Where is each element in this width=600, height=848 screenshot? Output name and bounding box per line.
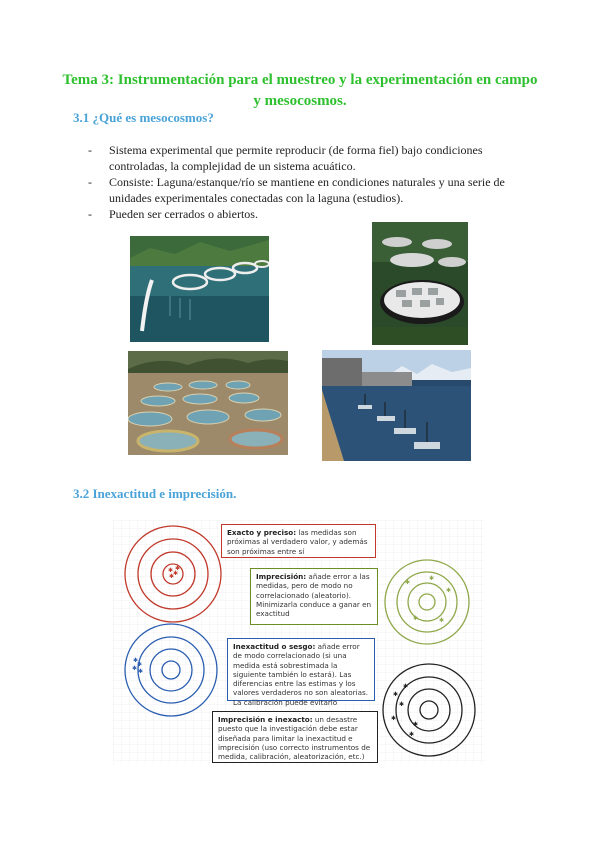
box-text: añade error a las medidas, pero de modo no correlacionado (aleatorio). Minimizarla conduce a ganar en exactitud — [256, 572, 372, 619]
photo-lake-enclosures — [130, 236, 269, 342]
svg-text:✱: ✱ — [403, 683, 409, 690]
definition-box-inexactitud — [227, 638, 375, 707]
bullet-marker: - — [88, 143, 92, 157]
list-item — [88, 206, 528, 222]
svg-text:✱: ✱ — [175, 565, 181, 572]
svg-text:✱: ✱ — [133, 657, 139, 664]
section-heading-inexactitud: 3.2 Inexactitud e imprecisión. — [73, 486, 237, 501]
box-title: Exacto y preciso: — [227, 528, 297, 537]
svg-text:✱: ✱ — [169, 573, 175, 580]
svg-text:✱: ✱ — [137, 661, 143, 668]
svg-text:✱: ✱ — [391, 715, 397, 722]
svg-text:✱: ✱ — [399, 701, 405, 708]
svg-text:✱: ✱ — [393, 691, 399, 698]
bullet-marker: - — [88, 207, 92, 221]
box-text: añade error de modo correlacionado (si una medida está sobrestimada la siguiente también lo estará). Las diferencias entre las estimas y los valores verdaderos no son aleatorias. La calibración puede evitarlo — [233, 642, 369, 707]
definition-box-exacto-preciso — [221, 524, 376, 558]
svg-text:✱: ✱ — [168, 567, 174, 574]
svg-text:✱: ✱ — [138, 668, 144, 675]
svg-text:✱: ✱ — [413, 721, 419, 728]
svg-text:✱: ✱ — [173, 570, 179, 577]
svg-text:✱: ✱ — [413, 615, 419, 622]
photo-harbour-enclosures — [322, 350, 471, 461]
list-item — [88, 174, 528, 206]
bullet-text: Pueden ser cerrados o abiertos. — [109, 207, 258, 221]
photo-pool-mesocosms — [128, 351, 288, 455]
definition-box-imprecision-inexacto — [212, 711, 378, 763]
box-title: Inexactitud o sesgo: — [233, 642, 316, 651]
section-heading-mesocosmos: 3.1 ¿Qué es mesocosmos? — [73, 110, 214, 125]
svg-text:✱: ✱ — [439, 617, 445, 624]
list-item — [88, 142, 528, 174]
box-title: Imprecisión e inexacto: — [218, 715, 313, 724]
definition-box-imprecision — [250, 568, 378, 625]
svg-text:✱: ✱ — [409, 731, 415, 738]
svg-text:✱: ✱ — [446, 587, 452, 594]
box-text: un desastre puesto que la investigación debe estar diseñada para limitar la inexactitud e imprecisión (uso correcto instrumentos de medida, calibración, aleatorización, etc.) — [218, 715, 371, 762]
svg-text:✱: ✱ — [429, 575, 435, 582]
svg-text:✱: ✱ — [132, 665, 138, 672]
box-title: Imprecisión: — [256, 572, 307, 581]
document-title: Tema 3: Instrumentación para el muestreo y la experimentación en campo y mesocosmos. — [62, 72, 538, 109]
photo-mesocosm-tanks — [372, 222, 468, 345]
svg-text:✱: ✱ — [405, 579, 411, 586]
bullet-marker: - — [88, 175, 92, 189]
bullet-text: Sistema experimental que permite reproducir (de forma fiel) bajo condiciones controladas, la complejidad de un sistema acuático. — [109, 143, 483, 173]
bullet-list — [88, 142, 528, 222]
box-text: las medidas son próximas al verdadero valor, y además son próximas entre sí — [227, 528, 368, 556]
bullet-text: Consiste: Laguna/estanque/río se mantiene en condiciones naturales y una serie de unidades experimentales conectadas con la laguna (estudios). — [109, 175, 505, 205]
